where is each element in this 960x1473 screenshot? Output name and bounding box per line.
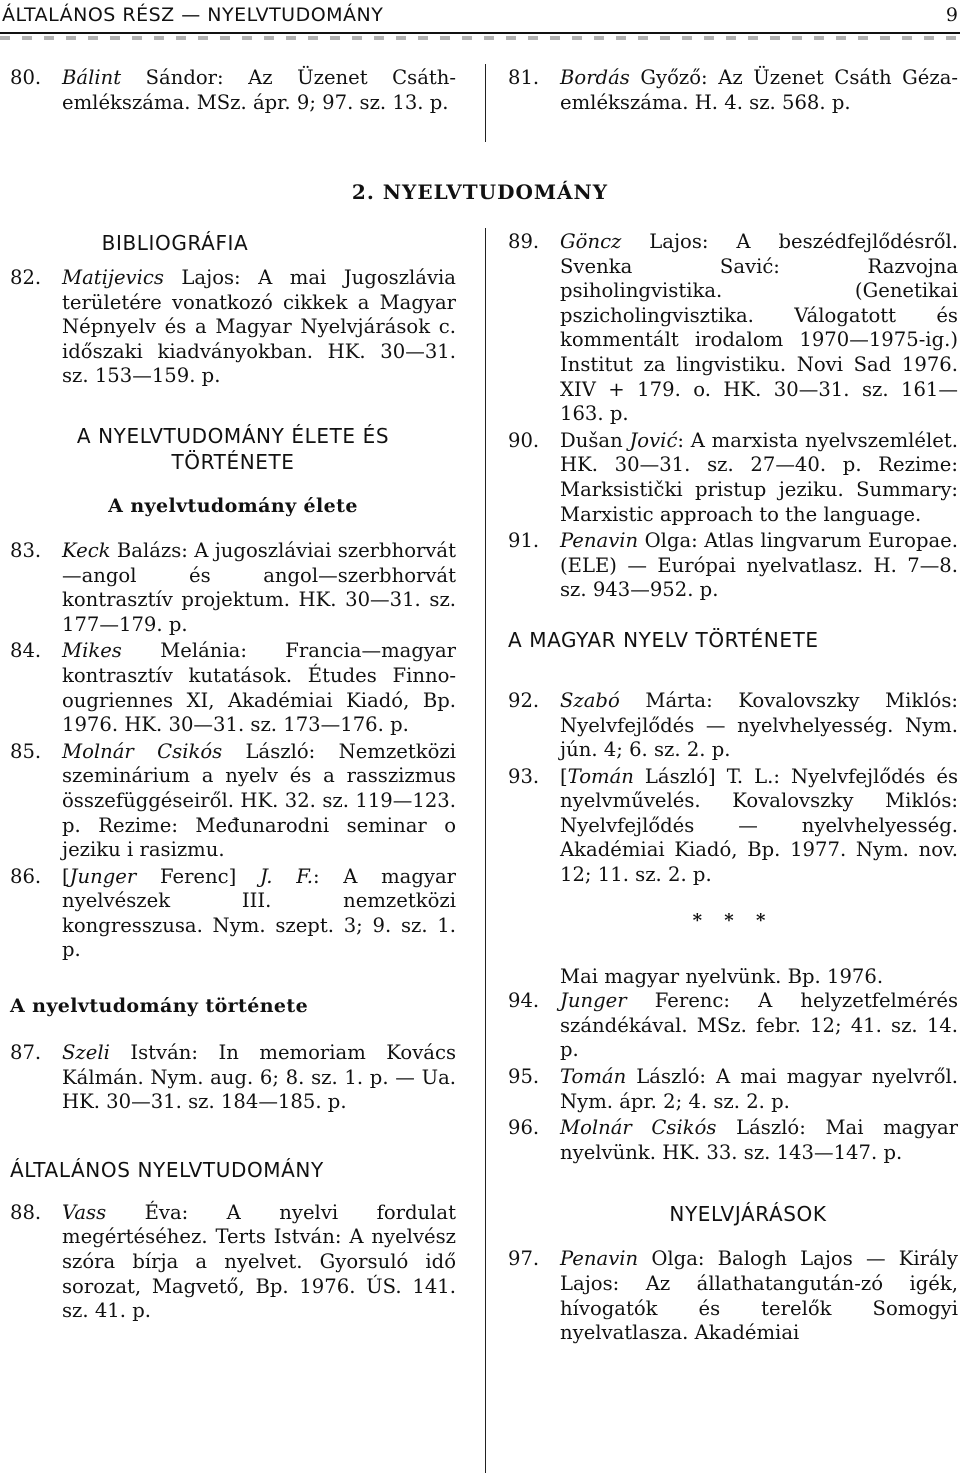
section-stars: * * * (692, 909, 774, 931)
left-column (10, 230, 456, 1326)
entry-author: Bálint (62, 66, 122, 89)
entry-author: Vass (62, 1200, 107, 1224)
top-left-column (10, 66, 456, 117)
entry-number: 81. (508, 66, 540, 89)
section-title: 2. NYELVTUDOMÁNY (351, 180, 609, 204)
entry-text (62, 740, 456, 863)
running-title: ÁLTALÁNOS RÉSZ — NYELVTUDOMÁNY (2, 4, 384, 26)
entry-number: 96. (508, 1116, 540, 1140)
entry-number: 85. (10, 739, 42, 763)
entry-84 (10, 639, 456, 737)
entry-author: Jović (629, 428, 678, 452)
entry-body: Ferenc] (136, 864, 260, 888)
entry-92 (508, 689, 958, 763)
entry-author: Junger (560, 989, 627, 1013)
entry-text (560, 989, 958, 1063)
entry-author: Keck (62, 538, 111, 562)
entry-author: Penavin (560, 1247, 639, 1271)
entry-author: Tomán (560, 1065, 627, 1089)
entry-80 (10, 66, 456, 115)
entry-82 (10, 266, 456, 389)
entry-86 (10, 865, 456, 963)
entry-94 (508, 989, 958, 1063)
entry-author: Szabó (560, 688, 620, 712)
entry-text (560, 230, 958, 427)
page-header (0, 0, 960, 34)
entry-number: 90. (508, 428, 540, 452)
entry-author-initials: J. F. (259, 864, 313, 888)
entry-91 (508, 529, 958, 603)
entry-number: 91. (508, 529, 540, 553)
altalanos-heading: ÁLTALÁNOS NYELVTUDOMÁNY (10, 1157, 324, 1182)
entry-body: Győző: Az Üzenet Csáth Géza-emlékszáma. H. 4. sz. 568. p. (560, 66, 958, 114)
entry-81 (508, 66, 958, 115)
entry-number: 89. (508, 230, 540, 253)
entry-body: Ferenc: A helyzetfelmérés szándékával. MSz. febr. 12; 41. sz. 14. p. (560, 989, 958, 1062)
entry-text (62, 865, 456, 963)
entry-90 (508, 429, 958, 527)
entry-author: Molnár Csikós (62, 739, 223, 763)
entry-body-rest: : A magyar nyelvészek III. nemzetközi kongresszusa. Nym. szept. 3; 9. sz. 1. p. (62, 864, 456, 962)
entry-body: László: Mai magyar nyelvünk. HK. 33. sz. 143—147. p. (560, 1116, 959, 1164)
elete-heading: A NYELVTUDOMÁNY ÉLETE ÉS TÖRTÉNETE (76, 423, 390, 474)
entry-body: Éva: A nyelvi fordulat megértéséhez. Terts István: A nyelvész szóra bírja a nyelvet. Gyorsuló idő sorozat, Magvető, Bp. 1976. ÚS. 141. sz. 41. p. (62, 1200, 456, 1323)
entry-author: Mikes (62, 639, 122, 663)
entry-87 (10, 1041, 456, 1115)
header-dashed-rule (0, 36, 960, 40)
entry-text (560, 765, 958, 888)
entry-number: 83. (10, 538, 42, 562)
entry-prefix: [ (560, 764, 568, 788)
top-right-column (508, 66, 958, 117)
page-number: 9 (945, 4, 958, 26)
entry-author: Göncz (560, 230, 622, 253)
entry-body: László] T. L.: Nyelvfejlődés és nyelvművelés. Kovalovszky Miklós: Nyelvfejlődés — nyelvhelyesség. Akadémiai Kiadó, Bp. 1977. Nym. nov. 12; 11. sz. 2. p. (560, 764, 958, 887)
entry-author: Tomán (567, 764, 634, 788)
entry-body: László: A mai magyar nyelvről. Nym. ápr. 2; 4. sz. 2. p. (560, 1065, 958, 1113)
entry-body: Olga: Balogh Lajos — Király Lajos: Az állathatangután-zó igék, hívogatók és terelők Somogyi nyelvatlasza. Akadémiai (560, 1247, 958, 1345)
tortenete-subheading: A nyelvtudomány története (10, 995, 309, 1018)
entry-author: Bordás (560, 66, 630, 89)
entry-author: Molnár Csikós (560, 1116, 717, 1140)
entry-body: Lajos: A mai Jugoszlávia területére vonatkozó cikkek a Magyar Népnyelv és a Magyar Nyelvjárások c. időszaki kiadványokban. HK. 30—31. sz. 153—159. p. (62, 266, 456, 388)
entry-text (62, 639, 456, 737)
entry-number: 92. (508, 688, 540, 712)
entry-number: 94. (508, 989, 540, 1013)
entry-89 (508, 230, 958, 427)
entry-prefix: [ (62, 864, 70, 888)
entry-body: István: In memoriam Kovács Kálmán. Nym. aug. 6; 8. sz. 1. p. — Ua. HK. 30—31. sz. 184—185. p. (62, 1041, 456, 1114)
entry-body: Sándor: Az Üzenet Csáth-emlékszáma. MSz. ápr. 9; 97. sz. 13. p. (62, 66, 456, 114)
entry-97 (508, 1247, 958, 1345)
entry-body: Melánia: Francia—magyar kontrasztív kutatások. Études Finno-ougriennes XI, Akadémiai Kiadó, Bp. 1976. HK. 30—31. sz. 173—176. p. (62, 639, 456, 737)
entry-number: 87. (10, 1041, 42, 1065)
entry-body: Balázs: A jugoszláviai szerbhorvát—angol és angol—szerbhorvát kontrasztív projektum. HK. 30—31. sz. 177—179. p. (62, 538, 456, 636)
entry-number: 88. (10, 1200, 42, 1224)
bibliografia-heading: BIBLIOGRÁFIA (101, 231, 249, 255)
entry-text (62, 266, 456, 389)
mai-magyar-title: Mai magyar nyelvünk. Bp. 1976. (560, 964, 884, 988)
entry-text (560, 1116, 958, 1165)
entry-body: Lajos: A beszédfejlődésről. Svenka Savić: Razvojna psiholingvistika. (Genetikai pszicholingvisztika. Válogatott és kommentált irodalom 1970—1975-ig.) Institut za lingvistiku. Novi Sad 1976. XIV + 179. o. HK. 30—31. sz. 161—163. p. (560, 230, 958, 426)
magyar-heading: A MAGYAR NYELV TÖRTÉNETE (508, 627, 819, 652)
entry-93 (508, 765, 958, 888)
entry-number: 84. (10, 639, 42, 663)
entry-text (62, 1041, 456, 1115)
entry-text (62, 539, 456, 637)
entry-body: Olga: Atlas lingvarum Europae. (ELE) — Európai nyelvatlasz. H. 7—8. sz. 943—952. p. (560, 529, 958, 602)
entry-number: 86. (10, 864, 42, 888)
entry-83 (10, 539, 456, 637)
entry-number: 97. (508, 1247, 540, 1271)
entry-prefix: Dušan (560, 428, 630, 452)
entry-96 (508, 1116, 958, 1165)
entry-85 (10, 740, 456, 863)
entry-author: Szeli (62, 1041, 110, 1065)
entry-text (560, 1065, 958, 1114)
entry-body: Márta: Kovalovszky Miklós: Nyelvfejlődés — nyelvhelyesség. Nym. jún. 4; 6. sz. 2. p. (560, 688, 958, 762)
entry-text (62, 66, 456, 115)
entry-text (560, 66, 958, 115)
nyelvjarasok-heading: NYELVJÁRÁSOK (669, 1202, 827, 1227)
column-divider-top (485, 64, 486, 142)
entry-text (560, 429, 958, 527)
entry-number: 82. (10, 266, 42, 289)
entry-body: László: Nemzetközi szeminárium a nyelv és a rasszizmus összefüggéseiről. HK. 32. sz. 119—123. p. Rezime: Međunarodni seminar o jeziku i rasizmu. (62, 739, 456, 862)
entry-text (62, 1201, 456, 1324)
elete-subheading: A nyelvtudomány élete (108, 494, 358, 517)
right-column (508, 230, 958, 1348)
entry-text (560, 1247, 958, 1345)
column-divider (485, 228, 486, 1473)
entry-number: 95. (508, 1065, 540, 1089)
entry-author: Matijevics (62, 266, 164, 289)
entry-95 (508, 1065, 958, 1114)
entry-text (560, 529, 958, 603)
entry-number: 80. (10, 66, 42, 89)
entry-text (560, 689, 958, 763)
entry-author: Penavin (560, 529, 639, 553)
entry-body: : A marxista nyelvszemlélet. HK. 30—31. sz. 27—40. p. Rezime: Marksistički pristup jeziku. Summary: Marxistic approach to the language. (560, 428, 958, 526)
entry-author: Junger (69, 864, 137, 888)
entry-88 (10, 1201, 456, 1324)
entry-number: 93. (508, 764, 540, 788)
